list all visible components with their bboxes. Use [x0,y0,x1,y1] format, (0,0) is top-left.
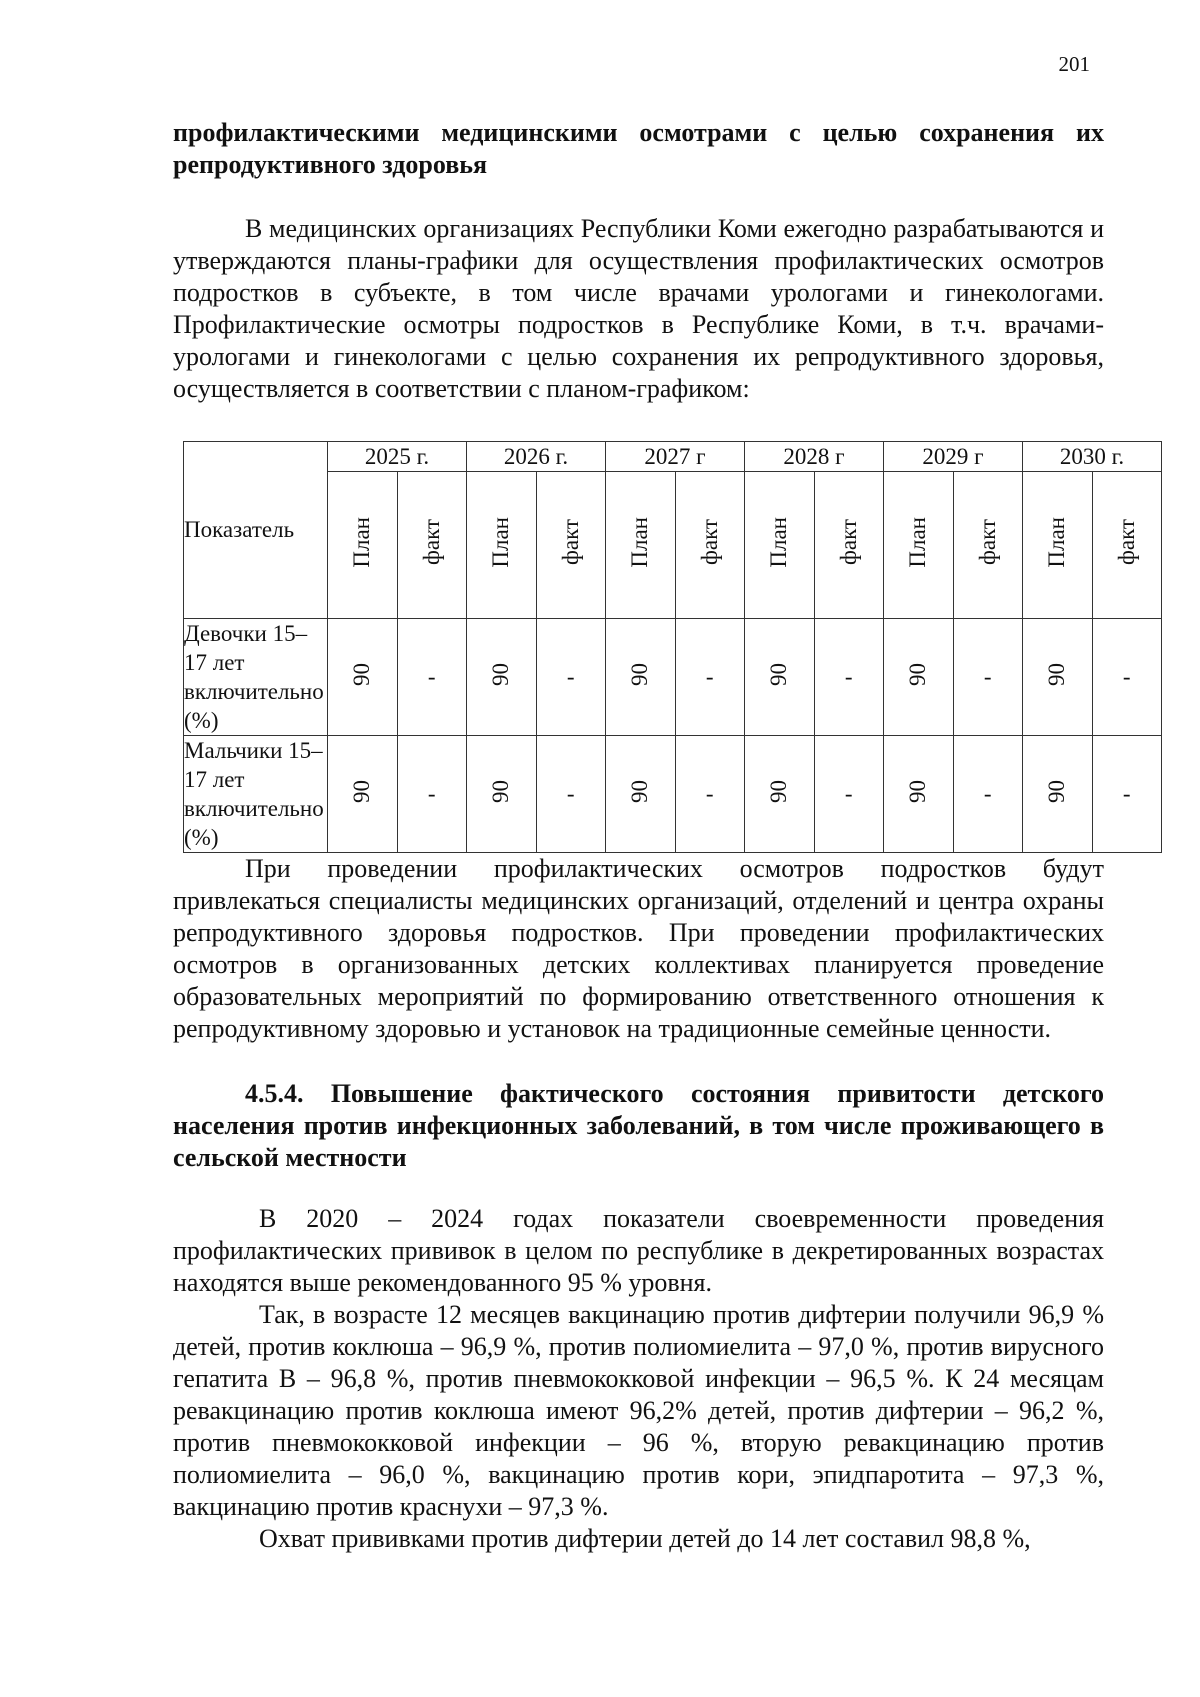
plan-header: План [328,472,398,619]
plan-value: 90 [328,736,398,853]
plan-header: План [1023,472,1093,619]
fact-header: факт [814,472,884,619]
fact-value: - [814,619,884,736]
table-row-girls [184,619,1162,736]
section-heading: 4.5.4. Повышение фактического состояния привитости детского населения против инфекционных заболеваний, в том числе проживающего в сельской местности [173,1079,1104,1172]
fact-value: - [397,619,467,736]
paragraph-intro: В медицинских организациях Республики Коми ежегодно разрабатываются и утверждаются планы-графики для осуществления профилактических осмотров подростков в субъекте, в том числе врачами урологами и гинекологами. Профилактические осмотры подростков в Республике Коми, в т.ч. врачами-урологами и гинекологами с целью сохранения их репродуктивного здоровья, осуществляется в соответствии с планом-графиком: [173,214,1104,403]
fact-value: - [675,619,745,736]
table-subheader-row [184,472,1162,619]
plan-value: 90 [606,619,676,736]
plan-value: 90 [328,619,398,736]
year-header: 2027 г [606,442,745,472]
fact-value: - [953,736,1023,853]
year-header: 2028 г [745,442,884,472]
row-label: Мальчики 15–17 лет включительно (%) [184,736,328,853]
plan-value: 90 [1023,736,1093,853]
fact-header: факт [397,472,467,619]
year-header: 2025 г. [328,442,467,472]
plan-header: План [884,472,954,619]
paragraph-vaccination-overview: В 2020 – 2024 годах показатели своевременности проведения профилактических прививок в целом по республике в декретированных возрастах находятся выше рекомендованного 95 % уровня. [173,1204,1104,1297]
paragraph-diphtheria: Охват прививками против дифтерии детей до 14 лет составил 98,8 %, [259,1524,1031,1553]
plan-value: 90 [884,619,954,736]
plan-value: 90 [745,736,815,853]
fact-value: - [953,619,1023,736]
plan-value: 90 [884,736,954,853]
plan-schedule-table [183,441,1162,853]
fact-value: - [1092,736,1162,853]
plan-value: 90 [1023,619,1093,736]
plan-value: 90 [606,736,676,853]
page-number: 201 [1058,52,1090,76]
fact-value: - [536,736,606,853]
fact-header: факт [536,472,606,619]
fact-value: - [1092,619,1162,736]
plan-value: 90 [745,619,815,736]
row-label: Девочки 15–17 лет включительно (%) [184,619,328,736]
year-header: 2030 г. [1023,442,1162,472]
plan-header: План [745,472,815,619]
fact-value: - [397,736,467,853]
fact-value: - [536,619,606,736]
plan-value: 90 [467,619,537,736]
indicator-header: Показатель [184,442,328,619]
fact-header: факт [953,472,1023,619]
plan-header: План [467,472,537,619]
fact-value: - [814,736,884,853]
fact-header: факт [675,472,745,619]
plan-header: План [606,472,676,619]
year-header: 2026 г. [467,442,606,472]
paragraph-vaccination-details: Так, в возрасте 12 месяцев вакцинацию против дифтерии получили 96,9 % детей, против коклюша – 96,9 %, против полиомиелита – 97,0 %, против вирусного гепатита В – 96,8 %, против пневмококковой инфекции – 96,5 %. К 24 месяцам ревакцинацию против коклюша имеют 96,2% детей, против дифтерии – 96,2 %, против пневмококковой инфекции – 96 %, вторую ревакцинацию против полиомиелита – 96,0 %, вакцинацию против кори, эпидпаротита – 97,3 %, вакцинацию против краснухи – 97,3 %. [173,1300,1104,1521]
paragraph-specialists: При проведении профилактических осмотров подростков будут привлекаться специалисты медицинских организаций, отделений и центра охраны репродуктивного здоровья подростков. При проведении профилактических осмотров в организованных детских коллективах планируется проведение образовательных мероприятий по формированию ответственного отношения к репродуктивному здоровью и установок на традиционные семейные ценности. [173,854,1104,1043]
table-row-boys [184,736,1162,853]
table-header-row [184,442,1162,472]
fact-header: факт [1092,472,1162,619]
plan-value: 90 [467,736,537,853]
heading-continuation: профилактическими медицинскими осмотрами с целью сохранения их репродуктивного здоровья [173,118,1104,179]
fact-value: - [675,736,745,853]
year-header: 2029 г [884,442,1023,472]
